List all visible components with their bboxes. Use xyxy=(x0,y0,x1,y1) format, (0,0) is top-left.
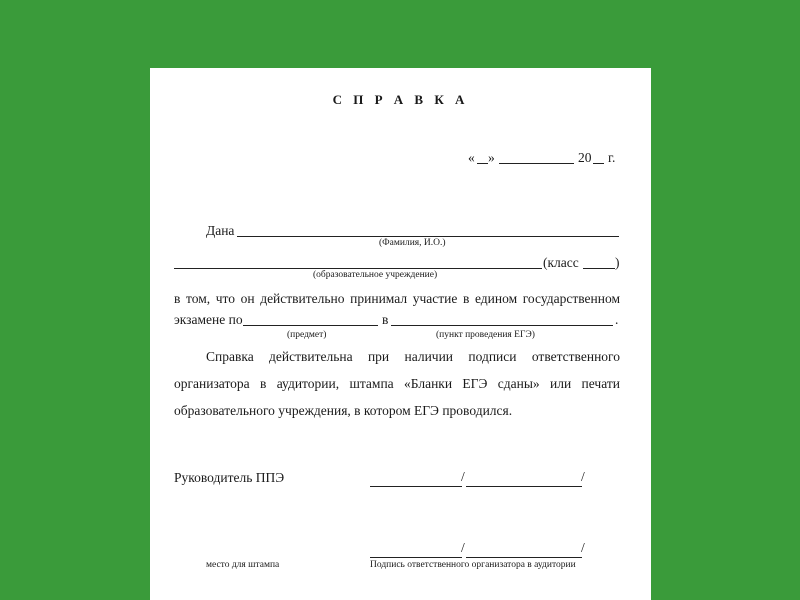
venue-blank xyxy=(391,325,613,326)
date-close-quote: » xyxy=(488,150,495,165)
name-caption: (Фамилия, И.О.) xyxy=(379,238,446,248)
head-label: Руководитель ППЭ xyxy=(174,470,285,485)
venue-caption: (пункт проведения ЕГЭ) xyxy=(436,330,535,340)
head-name-slash: / xyxy=(581,469,585,484)
head-signature-slash: / xyxy=(461,469,465,484)
validity-line-2: организатора в аудитории, штампа «Бланки ЕГЭ сданы» или печати xyxy=(174,376,620,391)
exam-prefix: экзамене по xyxy=(174,312,243,327)
date-year-suffix: г. xyxy=(608,150,616,165)
organizer-name-blank xyxy=(466,557,582,558)
validity-line-3: образовательного учреждения, в котором ЕГЭ проводился. xyxy=(174,403,513,418)
validity-line-1: Справка действительна при наличии подписи ответственного xyxy=(206,349,620,364)
exam-in: в xyxy=(382,312,389,327)
date-day-blank xyxy=(477,163,488,164)
subject-caption: (предмет) xyxy=(287,330,327,340)
exam-end: . xyxy=(615,312,619,327)
institution-caption: (образовательное учреждение) xyxy=(313,270,438,280)
date-year-prefix: 20 xyxy=(578,150,592,165)
date-month-blank xyxy=(499,163,574,164)
organizer-signature-slash: / xyxy=(461,540,465,555)
organizer-signature-caption: Подпись ответственного организатора в аудитории xyxy=(370,560,576,570)
participation-line-1: в том, что он действительно принимал участие в едином государственном xyxy=(174,291,620,306)
subject-blank xyxy=(243,325,378,326)
certificate-page xyxy=(150,68,651,600)
institution-blank xyxy=(174,268,542,269)
document-title: С П Р А В К А xyxy=(332,92,469,107)
date-open-quote: « xyxy=(468,150,475,165)
organizer-name-slash: / xyxy=(581,540,585,555)
date-year-blank xyxy=(593,163,604,164)
class-blank xyxy=(583,268,615,269)
issued-to-label: Дана xyxy=(206,223,235,238)
stamp-caption: место для штампа xyxy=(206,560,280,570)
organizer-signature-blank xyxy=(370,557,462,558)
head-name-blank xyxy=(466,486,582,487)
head-signature-blank xyxy=(370,486,462,487)
class-label: (класс xyxy=(543,255,579,270)
class-close: ) xyxy=(615,255,620,270)
name-blank xyxy=(237,236,619,237)
